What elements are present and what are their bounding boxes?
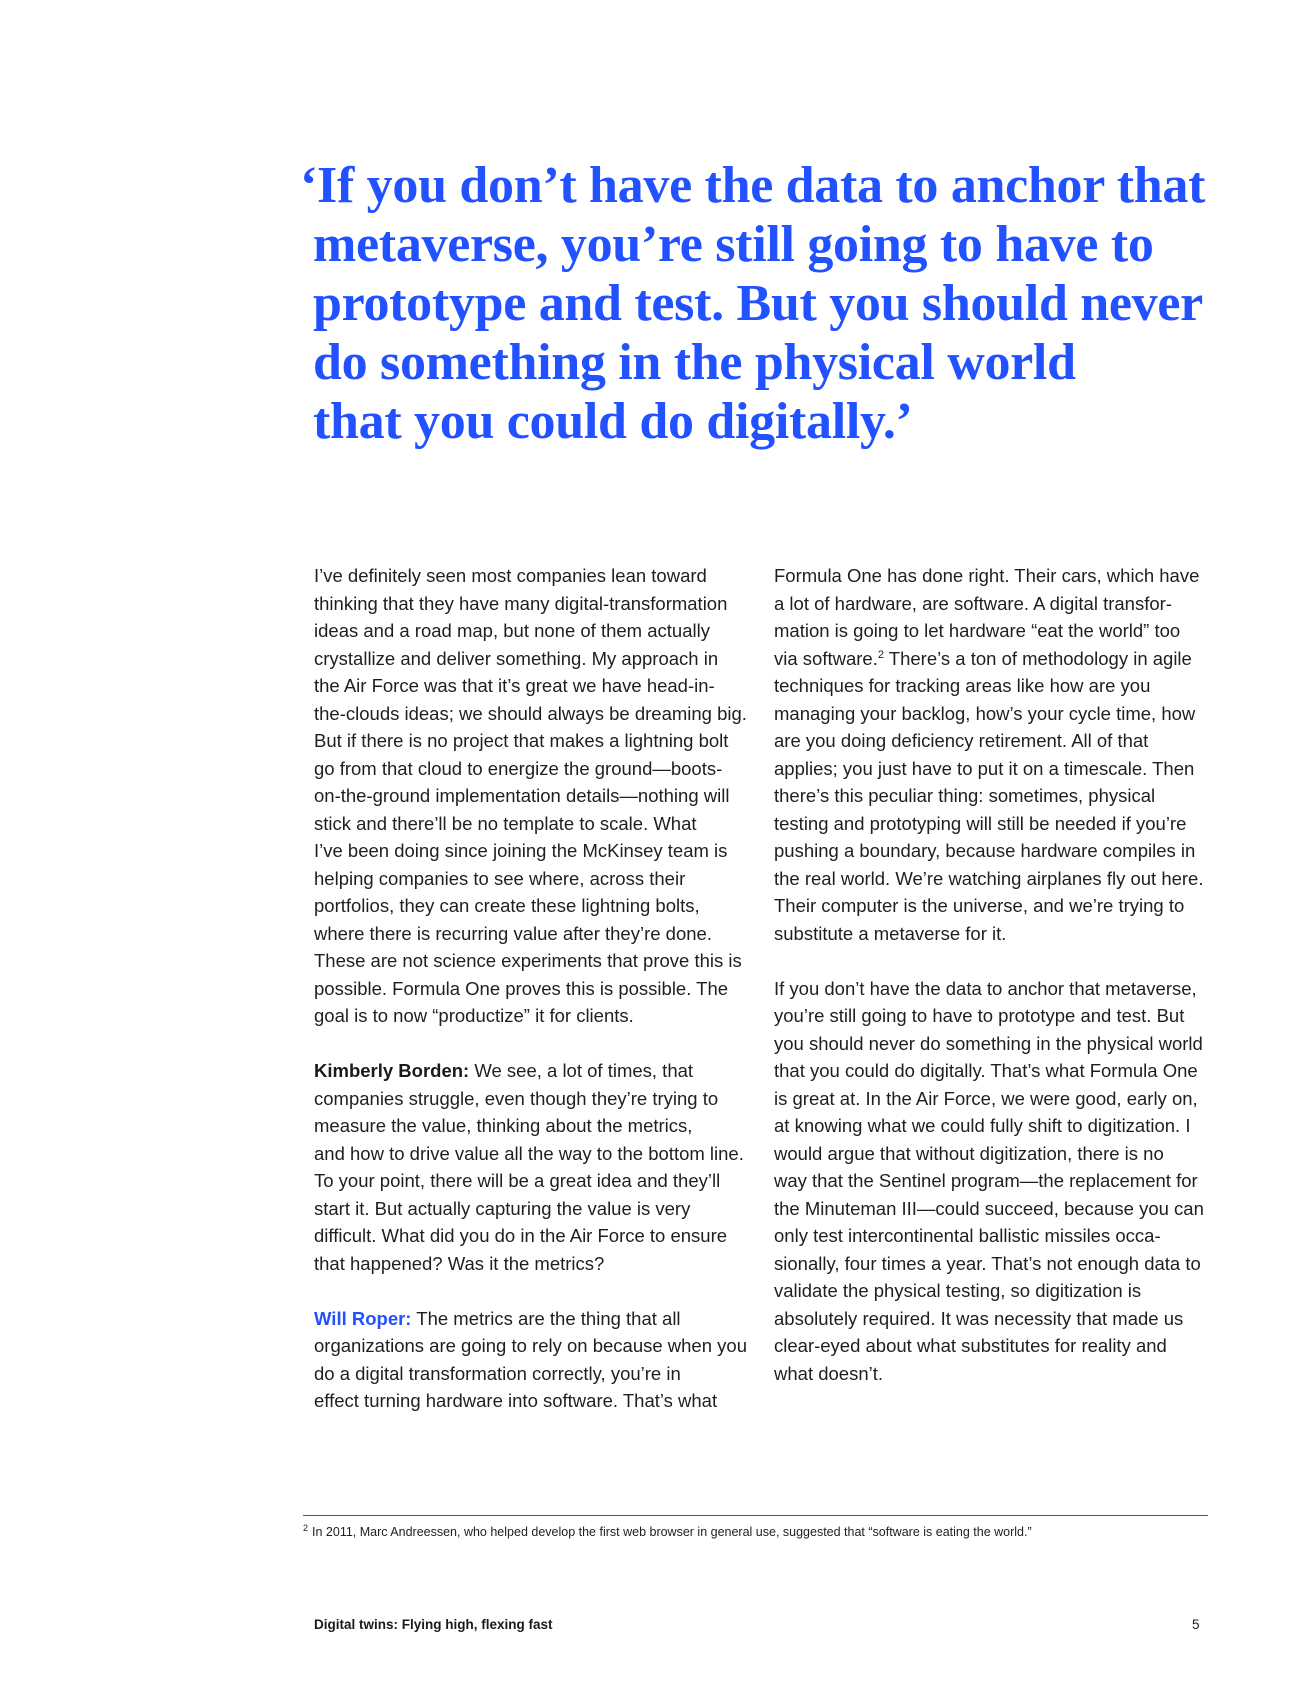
text-line: applies; you just have to put it on a timescale. Then [774, 757, 1195, 779]
text-line: way that the Sentinel program—the replacement for [774, 1170, 1198, 1191]
text-line: sionally, four times a year. That’s not enough data to [774, 1252, 1201, 1274]
text-line: at knowing what we could fully shift to digitization. I [774, 1115, 1191, 1136]
speaker-name: Kimberly Borden: [314, 1060, 470, 1081]
text-line: are you doing deficiency retirement. All of that [774, 730, 1149, 751]
text-line: you should never do something in the physical world [774, 1032, 1203, 1054]
text-run: via software. [774, 647, 878, 669]
text-line: thinking that they have many digital-transformation [314, 592, 728, 614]
text-line: These are not science experiments that prove this is [314, 950, 742, 971]
text-line: do a digital transformation correctly, you’re in [314, 1362, 681, 1384]
text-line: testing and prototyping will still be needed if you’re [774, 812, 1187, 834]
text-line: measure the value, thinking about the metrics, [314, 1115, 693, 1136]
pull-quote-line: prototype and test. But you should never [313, 275, 1203, 332]
text-run: The metrics are the thing that all [411, 1307, 681, 1329]
text-line: techniques for tracking areas like how are you [774, 675, 1151, 696]
text-line: Formula One has done right. Their cars, which have [774, 565, 1200, 586]
text-line: But if there is no project that makes a lightning bolt [314, 730, 729, 751]
text-line: helping companies to see where, across their [314, 867, 686, 889]
speaker-name: Will Roper: [314, 1307, 412, 1329]
text-line: and how to drive value all the way to the bottom line. [314, 1142, 744, 1164]
text-line: ideas and a road map, but none of them actually [314, 620, 710, 641]
footnote [303, 1523, 1208, 1541]
text-line: go from that cloud to energize the ground—boots- [314, 757, 723, 779]
left-column [314, 562, 754, 1442]
text-line: that you could do digitally. That’s what Formula One [774, 1060, 1198, 1081]
text-line: what doesn’t. [774, 1362, 884, 1384]
footer-title: Digital twins: Flying high, flexing fast [314, 1617, 553, 1632]
text-line: companies struggle, even though they’re trying to [314, 1087, 719, 1109]
text-line: would argue that without digitization, there is no [774, 1142, 1164, 1164]
text-line: validate the physical testing, so digitization is [774, 1280, 1142, 1301]
text-run: There’s a ton of methodology in agile [883, 647, 1192, 669]
text-line: managing your backlog, how’s your cycle time, how [774, 702, 1196, 724]
text-line: is great at. In the Air Force, we were good, early on, [774, 1087, 1198, 1109]
text-line: that happened? Was it the metrics? [314, 1252, 605, 1274]
text-line: on-the-ground implementation details—nothing will [314, 785, 730, 806]
text-line: possible. Formula One proves this is possible. The [314, 977, 729, 999]
text-line: pushing a boundary, because hardware compiles in [774, 840, 1196, 861]
text-line: effect turning hardware into software. That’s what [314, 1390, 718, 1411]
text-line [314, 1305, 754, 1333]
footnote-text: In 2011, Marc Andreessen, who helped develop the first web browser in general use, suggested that “software is eating the world.” [312, 1525, 1032, 1539]
text-line: I’ve been doing since joining the McKinsey team is [314, 840, 728, 861]
text-line: portfolios, they can create these lightning bolts, [314, 895, 700, 916]
paragraph [774, 975, 1214, 1388]
text-line: mation is going to let hardware “eat the world” too [774, 620, 1181, 641]
text-line: stick and there’ll be no template to scale. What [314, 812, 697, 834]
text-line: the Air Force was that it’s great we have head-in- [314, 675, 715, 696]
text-line: the-clouds ideas; we should always be dreaming big. [314, 702, 747, 724]
footnote-reference: 2 [877, 648, 884, 661]
pull-quote [300, 156, 1220, 451]
text-line: there’s this peculiar thing: sometimes, physical [774, 785, 1156, 806]
pull-quote-line: that you could do digitally.’ [313, 393, 913, 450]
text-line: clear-eyed about what substitutes for reality and [774, 1335, 1167, 1356]
page-number: 5 [1192, 1617, 1200, 1632]
text-line: the Minuteman III—could succeed, because you can [774, 1197, 1204, 1219]
text-line: only test intercontinental ballistic missiles occa- [774, 1225, 1161, 1246]
paragraph [314, 562, 754, 1030]
pull-quote-line: do something in the physical world [313, 334, 1076, 391]
text-line: the real world. We’re watching airplanes fly out here. [774, 867, 1204, 889]
paragraph [314, 1057, 754, 1277]
paragraph [774, 562, 1214, 947]
text-line: To your point, there will be a great idea and they’ll [314, 1170, 721, 1191]
text-line: I’ve definitely seen most companies lean toward [314, 565, 707, 586]
text-line: a lot of hardware, are software. A digital transfor- [774, 592, 1172, 614]
text-line: If you don’t have the data to anchor that metaverse, [774, 977, 1197, 999]
footnote-divider [303, 1515, 1208, 1516]
text-line: goal is to now “productize” it for clients. [314, 1005, 634, 1026]
text-line: you’re still going to have to prototype and test. But [774, 1005, 1185, 1026]
text-line: crystallize and deliver something. My approach in [314, 647, 719, 669]
text-line: organizations are going to rely on because when you [314, 1335, 747, 1356]
text-line [314, 1057, 754, 1085]
text-line: start it. But actually capturing the value is very [314, 1197, 691, 1219]
pull-quote-line: ‘If you don’t have the data to anchor that [300, 157, 1206, 214]
pull-quote-line: metaverse, you’re still going to have to [313, 216, 1154, 273]
text-line [774, 645, 1214, 673]
text-line: substitute a metaverse for it. [774, 922, 1007, 944]
text-line: difficult. What did you do in the Air Force to ensure [314, 1225, 728, 1246]
text-line: absolutely required. It was necessity that made us [774, 1307, 1184, 1329]
footnote-marker: 2 [303, 1522, 309, 1533]
paragraph [314, 1305, 754, 1415]
right-column [774, 562, 1214, 1415]
text-line: Their computer is the universe, and we’re trying to [774, 895, 1185, 916]
text-line: where there is recurring value after they’re done. [314, 922, 712, 944]
text-run: We see, a lot of times, that [469, 1060, 694, 1081]
